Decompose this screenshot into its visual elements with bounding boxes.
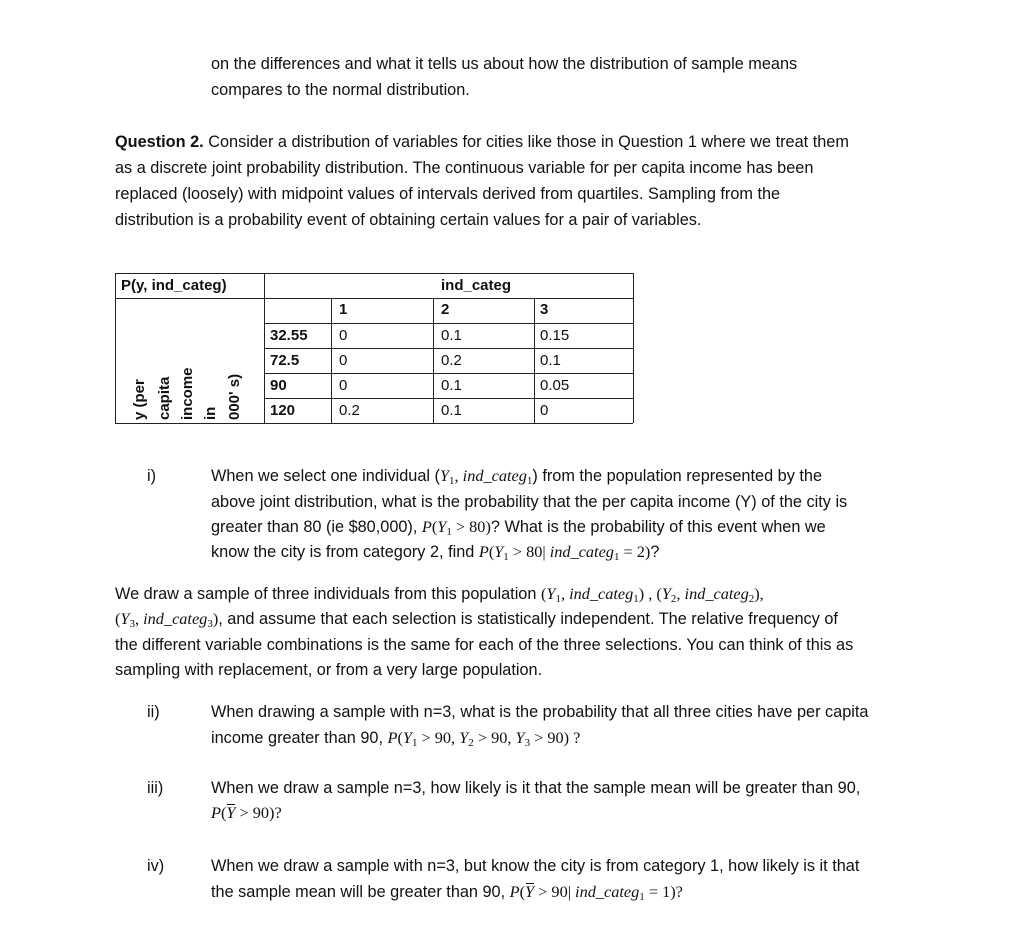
part-iv-line-1: When we draw a sample with n=3, but know the city is from category 1, how likely is it that — [211, 857, 860, 875]
table-rule-3 — [264, 348, 633, 349]
sample-para-formula-pair-3: ($Y_3$, ind_categ$_3$) — [115, 609, 219, 630]
intro-line-2: compares to the normal distribution. — [211, 81, 470, 99]
part-iv-line-2 — [211, 882, 683, 902]
sample-para-line-3: the different variable combinations is the same for each of the three selections. You can think of this as — [115, 636, 854, 654]
sample-para-line-1-text: We draw a sample of three individuals from this population — [115, 585, 541, 603]
part-iii-label: iii) — [147, 779, 164, 797]
table-col-header-2: 2 — [441, 301, 450, 318]
table-row-3-y: 90 — [270, 377, 287, 394]
part-i-line-1-text-a: When we select one individual ( — [211, 467, 440, 485]
part-i-line-4-text-b: ? — [650, 543, 660, 561]
part-ii-formula: $P(Y_1 > 90$, $Y_2 > 90$, $Y_3 > 90$) ? — [387, 728, 581, 749]
intro-line-1: on the differences and what it tells us about how the distribution of sample means — [211, 55, 798, 73]
part-i-formula-prob: $P(Y_1 > 80)$ — [421, 517, 491, 538]
table-row-1-col-2: 0.1 — [441, 327, 462, 344]
table-row-1-y: 32.55 — [270, 327, 308, 344]
table-row-axis-label-3: income — [179, 367, 196, 420]
question2-line-4: distribution is a probability event of obtaining certain values for a pair of variables. — [115, 211, 702, 229]
table-row-axis-label-1: y (per — [131, 379, 148, 420]
table-border-left — [115, 273, 116, 423]
part-i-line-4 — [211, 542, 659, 562]
part-i-formula-pair: $Y_1$, ind_categ$_1$ — [439, 466, 533, 487]
table-row-4-col-3: 0 — [540, 402, 549, 419]
part-ii-line-1: When drawing a sample with n=3, what is the probability that all three cities have per capita — [211, 703, 869, 721]
table-row-2-col-1: 0 — [339, 352, 348, 369]
table-rule-2 — [264, 323, 633, 324]
sample-para-line-4: sampling with replacement, or from a very large population. — [115, 661, 543, 679]
table-row-1-col-1: 0 — [339, 327, 348, 344]
table-rule-1 — [115, 298, 633, 299]
part-iv-label: iv) — [147, 857, 165, 875]
table-border-top — [115, 273, 633, 274]
part-iii-formula: P(Y > 90)? — [211, 803, 282, 822]
table-col-header-3: 3 — [540, 301, 549, 318]
table-row-1-col-3: 0.15 — [540, 327, 570, 344]
table-row-4-col-2: 0.1 — [441, 402, 462, 419]
part-i-line-1 — [211, 466, 822, 486]
part-i-line-3 — [211, 517, 826, 537]
part-i-label: i) — [147, 467, 157, 485]
table-row-3-col-1: 0 — [339, 377, 348, 394]
sample-para-formula-pairs-1: ($Y_1$, ind_categ$_1$) , ($Y_2$, ind_categ$_2$), — [540, 584, 764, 605]
table-border-bottom — [115, 423, 633, 424]
part-ii-label: ii) — [147, 703, 160, 721]
table-divider-3 — [433, 298, 434, 423]
sample-para-line-1 — [115, 584, 764, 604]
table-corner-label: P(y, ind_categ) — [121, 277, 227, 294]
question2-heading: Question 2. — [115, 133, 204, 151]
table-divider-4 — [534, 298, 535, 423]
part-iv-line-2-text: the sample mean will be greater than 90, — [211, 883, 510, 901]
part-i-line-3-text-a: greater than 80 (ie $80,000), — [211, 518, 422, 536]
part-iii-line-2 — [211, 803, 282, 823]
table-row-axis-label-5: 000' s) — [226, 373, 243, 420]
part-i-line-2: above joint distribution, what is the probability that the per capita income (Y) of the city is — [211, 493, 848, 511]
question2-text-1: Consider a distribution of variables for cities like those in Question 1 where we treat them — [208, 133, 849, 151]
table-row-2-col-2: 0.2 — [441, 352, 462, 369]
table-col-header-1: 1 — [339, 301, 348, 318]
part-i-line-4-text-a: know the city is from category 2, find — [211, 543, 479, 561]
part-iv-formula: P(Y > 90| ind_categ$_1$ = 1)? — [509, 882, 683, 903]
part-i-line-3-text-b: ? What is the probability of this event when we — [490, 518, 826, 536]
question2-line-1 — [115, 132, 849, 152]
part-i-line-1-text-b: ) from the population represented by the — [532, 467, 822, 485]
part-ii-line-2-text: income greater than 90, — [211, 729, 388, 747]
question2-line-2: as a discrete joint probability distribution. The continuous variable for per capita income has been — [115, 159, 814, 177]
question2-line-3: replaced (loosely) with midpoint values of intervals derived from quartiles. Sampling from the — [115, 185, 781, 203]
table-row-3-col-3: 0.05 — [540, 377, 570, 394]
table-row-4-y: 120 — [270, 402, 296, 419]
table-row-2-y: 72.5 — [270, 352, 300, 369]
table-row-axis-label-4: in — [202, 406, 219, 420]
part-i-formula-conditional: $P(Y_1 > 80|$ ind_categ$_1$ = 2) — [478, 542, 651, 563]
sample-para-line-2 — [115, 609, 838, 629]
table-rule-4 — [264, 373, 633, 374]
part-ii-line-2 — [211, 728, 580, 748]
table-row-4-col-1: 0.2 — [339, 402, 360, 419]
table-column-group-label: ind_categ — [441, 277, 512, 294]
table-divider-2 — [331, 298, 332, 423]
table-border-right — [633, 273, 634, 423]
sample-para-line-2-text: , and assume that each selection is statistically independent. The relative frequency of — [218, 610, 838, 628]
part-iii-line-1: When we draw a sample n=3, how likely is it that the sample mean will be greater than 90, — [211, 779, 861, 797]
table-row-axis-label-2: capita — [156, 376, 173, 420]
table-divider-1 — [264, 273, 265, 423]
table-row-3-col-2: 0.1 — [441, 377, 462, 394]
table-rule-5 — [264, 398, 633, 399]
table-row-2-col-3: 0.1 — [540, 352, 561, 369]
